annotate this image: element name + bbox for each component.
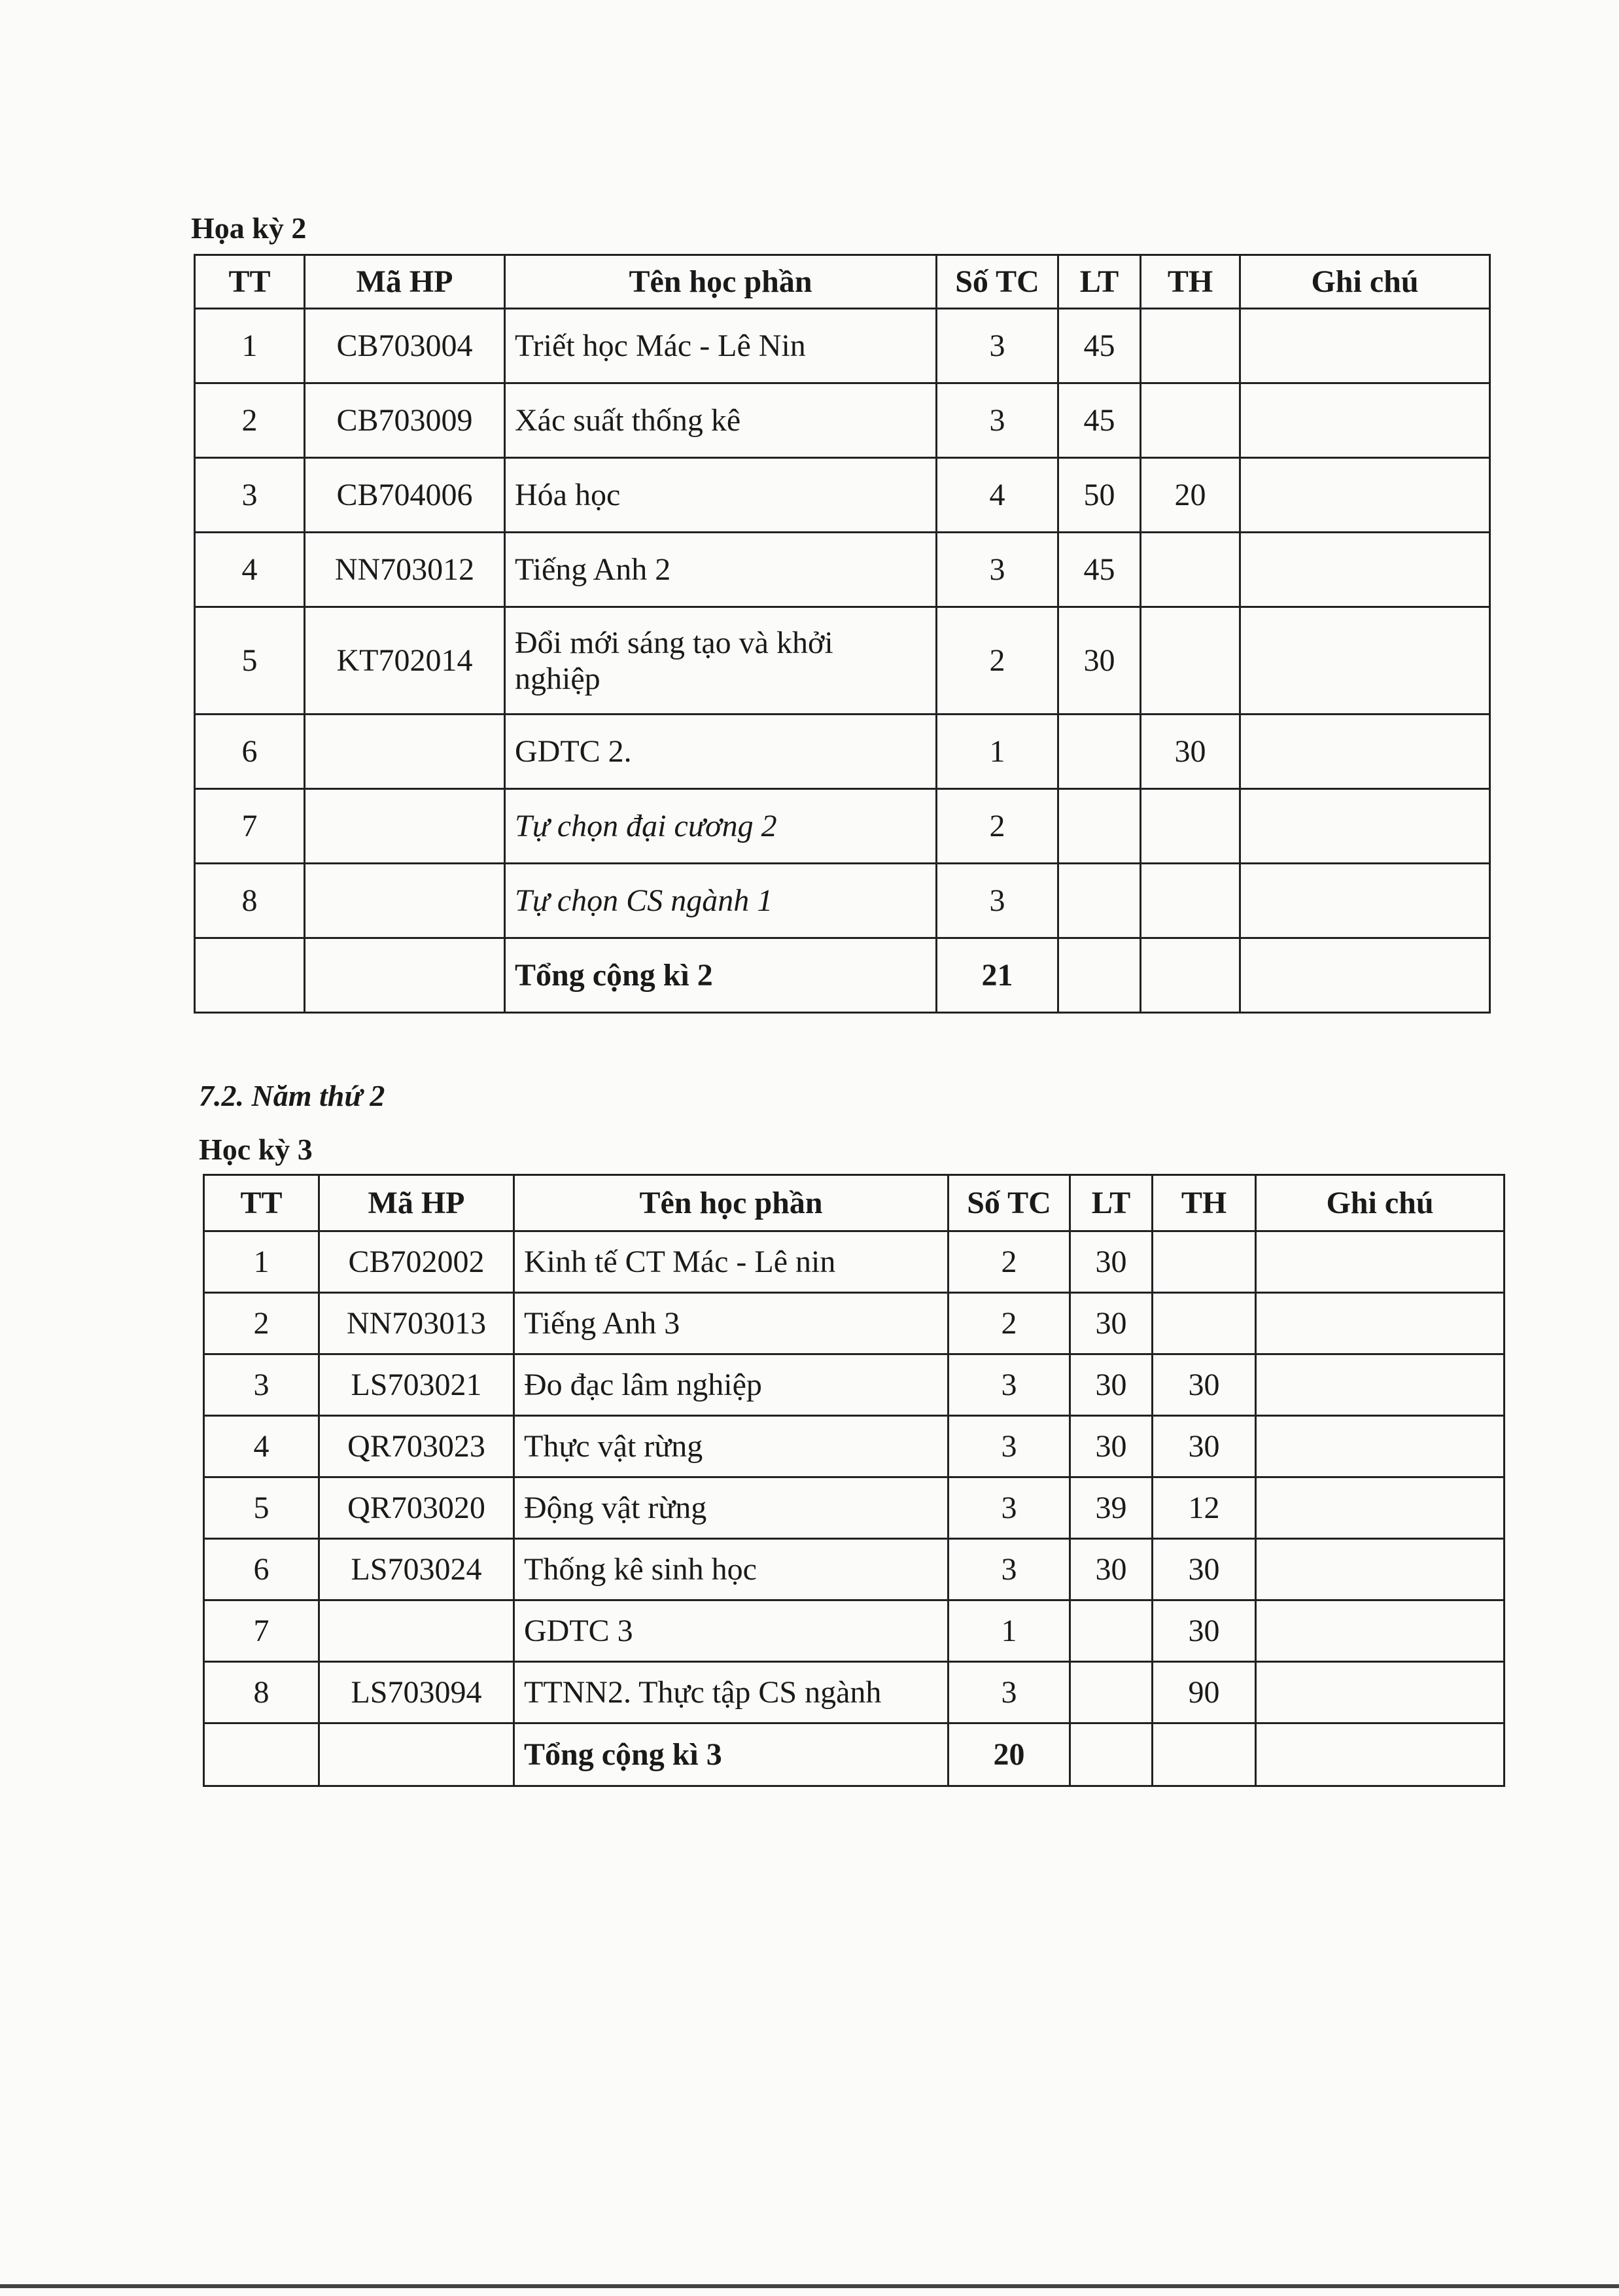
semester-2-heading: Họa kỳ 2: [191, 211, 307, 245]
total-row: [195, 938, 1490, 1013]
row-lt: [1070, 1662, 1153, 1723]
row-name: Động vật rừng: [514, 1477, 949, 1539]
table-row: [204, 1662, 1505, 1723]
semester-3-heading: Học kỳ 3: [199, 1133, 313, 1166]
total-credits: 20: [949, 1723, 1070, 1786]
row-lt: [1058, 789, 1141, 864]
column-header-note: Ghi chú: [1240, 255, 1490, 309]
row-credits: 2: [937, 789, 1058, 864]
row-name: GDTC 2.: [505, 715, 937, 789]
row-credits: 2: [949, 1231, 1070, 1293]
row-code: LS703021: [319, 1354, 514, 1416]
row-th: 12: [1153, 1477, 1256, 1539]
row-name: Hóa học: [505, 458, 937, 533]
table-row: [204, 1600, 1505, 1662]
row-name: Thống kê sinh học: [514, 1539, 949, 1600]
row-note: [1240, 458, 1490, 533]
row-th: 30: [1153, 1354, 1256, 1416]
row-lt: 45: [1058, 383, 1141, 458]
column-header-name: Tên học phần: [505, 255, 937, 309]
row-name: Xác suất thống kê: [505, 383, 937, 458]
row-credits: 2: [937, 607, 1058, 715]
column-header-lt: LT: [1070, 1175, 1153, 1231]
row-th: 30: [1153, 1539, 1256, 1600]
row-tt: 4: [195, 533, 305, 607]
row-tt: 1: [204, 1231, 319, 1293]
total-row: [204, 1723, 1505, 1786]
row-lt: 50: [1058, 458, 1141, 533]
table-row: [195, 789, 1490, 864]
table-row: [204, 1416, 1505, 1477]
page-bottom-edge: [0, 2284, 1619, 2288]
table-row: [204, 1231, 1505, 1293]
column-header-lt: LT: [1058, 255, 1141, 309]
table-row: [195, 309, 1490, 383]
row-tt: 2: [204, 1293, 319, 1354]
row-name: Thực vật rừng: [514, 1416, 949, 1477]
row-code: LS703024: [319, 1539, 514, 1600]
row-th: [1141, 789, 1240, 864]
row-lt: 30: [1058, 607, 1141, 715]
row-lt: 39: [1070, 1477, 1153, 1539]
row-name: Đo đạc lâm nghiệp: [514, 1354, 949, 1416]
row-credits: 3: [949, 1416, 1070, 1477]
row-note: [1256, 1477, 1505, 1539]
table-row: [204, 1539, 1505, 1600]
row-credits: 3: [937, 864, 1058, 938]
year-2-heading: 7.2. Năm thứ 2: [199, 1079, 385, 1112]
row-lt: [1070, 1600, 1153, 1662]
table-header-row: [204, 1175, 1505, 1231]
row-credits: 3: [937, 309, 1058, 383]
row-lt: 30: [1070, 1231, 1153, 1293]
total-label: Tổng cộng kì 2: [505, 938, 937, 1013]
row-name: Kinh tế CT Mác - Lê nin: [514, 1231, 949, 1293]
row-note: [1256, 1662, 1505, 1723]
row-th: [1153, 1293, 1256, 1354]
row-note: [1256, 1231, 1505, 1293]
total-code: [305, 938, 505, 1013]
row-code: [319, 1600, 514, 1662]
row-th: [1153, 1231, 1256, 1293]
row-tt: 6: [204, 1539, 319, 1600]
row-note: [1240, 309, 1490, 383]
table-header-row: [195, 255, 1490, 309]
column-header-th: TH: [1141, 255, 1240, 309]
row-credits: 1: [937, 715, 1058, 789]
row-th: 90: [1153, 1662, 1256, 1723]
row-code: QR703023: [319, 1416, 514, 1477]
row-code: CB702002: [319, 1231, 514, 1293]
total-lt: [1058, 938, 1141, 1013]
column-header-credits: Số TC: [937, 255, 1058, 309]
row-note: [1256, 1416, 1505, 1477]
row-name: Đổi mới sáng tạo và khởi nghiệp: [505, 607, 937, 715]
column-header-code: Mã HP: [319, 1175, 514, 1231]
total-tt: [204, 1723, 319, 1786]
row-lt: [1058, 864, 1141, 938]
row-lt: [1058, 715, 1141, 789]
total-lt: [1070, 1723, 1153, 1786]
row-name: TTNN2. Thực tập CS ngành: [514, 1662, 949, 1723]
column-header-th: TH: [1153, 1175, 1256, 1231]
row-lt: 45: [1058, 309, 1141, 383]
total-tt: [195, 938, 305, 1013]
row-note: [1256, 1293, 1505, 1354]
column-header-code: Mã HP: [305, 255, 505, 309]
row-tt: 4: [204, 1416, 319, 1477]
row-note: [1240, 533, 1490, 607]
row-code: QR703020: [319, 1477, 514, 1539]
row-th: 20: [1141, 458, 1240, 533]
column-header-credits: Số TC: [949, 1175, 1070, 1231]
semester-3-table: [203, 1174, 1505, 1787]
row-lt: 30: [1070, 1354, 1153, 1416]
row-th: [1141, 607, 1240, 715]
row-code: NN703013: [319, 1293, 514, 1354]
table-row: [204, 1293, 1505, 1354]
row-note: [1256, 1600, 1505, 1662]
row-code: [305, 864, 505, 938]
row-code: CB703004: [305, 309, 505, 383]
total-credits: 21: [937, 938, 1058, 1013]
row-code: CB704006: [305, 458, 505, 533]
row-name: GDTC 3: [514, 1600, 949, 1662]
row-code: [305, 789, 505, 864]
row-note: [1240, 383, 1490, 458]
row-th: 30: [1153, 1416, 1256, 1477]
row-tt: 2: [195, 383, 305, 458]
row-tt: 3: [195, 458, 305, 533]
row-tt: 7: [195, 789, 305, 864]
row-credits: 3: [937, 533, 1058, 607]
row-code: LS703094: [319, 1662, 514, 1723]
row-note: [1240, 789, 1490, 864]
row-tt: 3: [204, 1354, 319, 1416]
row-lt: 30: [1070, 1293, 1153, 1354]
total-code: [319, 1723, 514, 1786]
row-note: [1240, 607, 1490, 715]
row-credits: 2: [949, 1293, 1070, 1354]
row-code: CB703009: [305, 383, 505, 458]
row-code: NN703012: [305, 533, 505, 607]
row-th: 30: [1141, 715, 1240, 789]
row-credits: 4: [937, 458, 1058, 533]
row-th: [1141, 533, 1240, 607]
semester-2-table: [194, 254, 1491, 1014]
row-note: [1240, 864, 1490, 938]
row-lt: 30: [1070, 1539, 1153, 1600]
row-tt: 1: [195, 309, 305, 383]
row-tt: 8: [195, 864, 305, 938]
total-note: [1256, 1723, 1505, 1786]
row-th: [1141, 864, 1240, 938]
row-tt: 6: [195, 715, 305, 789]
table-row: [204, 1354, 1505, 1416]
row-code: KT702014: [305, 607, 505, 715]
row-th: [1141, 309, 1240, 383]
row-name: Triết học Mác - Lê Nin: [505, 309, 937, 383]
table-row: [195, 458, 1490, 533]
column-header-tt: TT: [204, 1175, 319, 1231]
row-name: Tiếng Anh 2: [505, 533, 937, 607]
row-tt: 5: [204, 1477, 319, 1539]
row-credits: 3: [949, 1477, 1070, 1539]
row-credits: 3: [937, 383, 1058, 458]
total-note: [1240, 938, 1490, 1013]
table-row: [195, 607, 1490, 715]
row-lt: 45: [1058, 533, 1141, 607]
row-note: [1240, 715, 1490, 789]
table-row: [195, 715, 1490, 789]
row-tt: 7: [204, 1600, 319, 1662]
table-row: [204, 1477, 1505, 1539]
column-header-note: Ghi chú: [1256, 1175, 1505, 1231]
row-lt: 30: [1070, 1416, 1153, 1477]
row-name: Tự chọn CS ngành 1: [505, 864, 937, 938]
column-header-name: Tên học phần: [514, 1175, 949, 1231]
row-credits: 3: [949, 1662, 1070, 1723]
total-th: [1153, 1723, 1256, 1786]
column-header-tt: TT: [195, 255, 305, 309]
table-row: [195, 864, 1490, 938]
row-tt: 5: [195, 607, 305, 715]
row-name: Tiếng Anh 3: [514, 1293, 949, 1354]
row-th: 30: [1153, 1600, 1256, 1662]
table-row: [195, 533, 1490, 607]
row-tt: 8: [204, 1662, 319, 1723]
row-th: [1141, 383, 1240, 458]
table-row: [195, 383, 1490, 458]
row-credits: 3: [949, 1539, 1070, 1600]
row-credits: 1: [949, 1600, 1070, 1662]
total-label: Tổng cộng kì 3: [514, 1723, 949, 1786]
row-note: [1256, 1354, 1505, 1416]
row-name: Tự chọn đại cương 2: [505, 789, 937, 864]
row-code: [305, 715, 505, 789]
row-credits: 3: [949, 1354, 1070, 1416]
row-note: [1256, 1539, 1505, 1600]
total-th: [1141, 938, 1240, 1013]
